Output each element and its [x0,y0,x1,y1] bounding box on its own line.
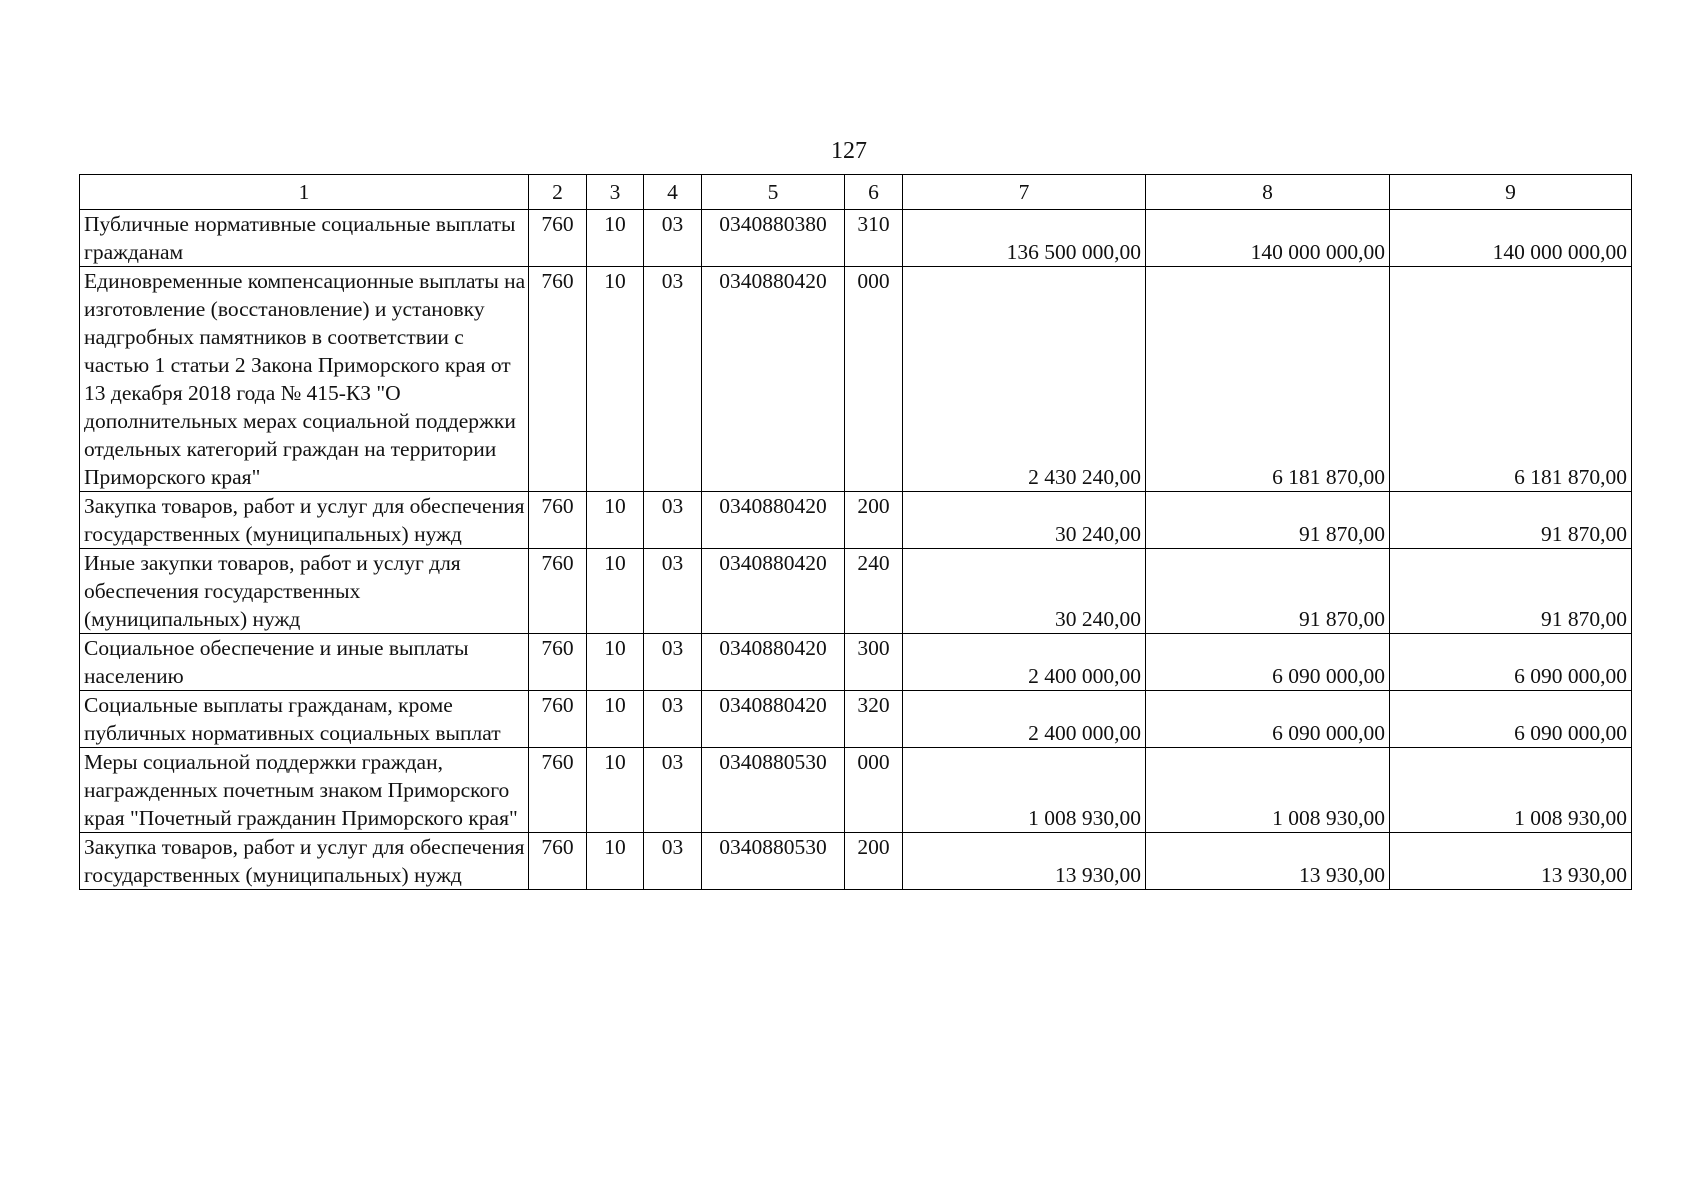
section-cell: 10 [587,549,644,634]
target-article-cell: 0340880530 [702,833,845,890]
expense-type-cell: 320 [845,691,903,748]
expense-type-cell: 000 [845,748,903,833]
section-cell: 10 [587,748,644,833]
amount-cell-col8: 140 000 000,00 [1146,210,1390,267]
amount-cell-col7: 2 430 240,00 [903,267,1146,492]
table-row [80,691,1632,748]
amount-cell-col9: 140 000 000,00 [1390,210,1632,267]
amount-cell-col9: 91 870,00 [1390,549,1632,634]
target-article-cell: 0340880420 [702,492,845,549]
budget-table [79,174,1632,890]
amount-cell-col9: 13 930,00 [1390,833,1632,890]
amount-cell-col9: 1 008 930,00 [1390,748,1632,833]
expense-type-cell: 300 [845,634,903,691]
section-cell: 10 [587,210,644,267]
section-cell: 10 [587,691,644,748]
row-name-cell: Социальные выплаты гражданам, кроме публичных нормативных социальных выплат [80,691,529,748]
amount-cell-col7: 13 930,00 [903,833,1146,890]
table-row [80,634,1632,691]
expense-type-cell: 000 [845,267,903,492]
column-header: 5 [702,175,845,210]
subsection-cell: 03 [644,267,702,492]
code-cell: 760 [529,492,587,549]
subsection-cell: 03 [644,833,702,890]
column-header: 1 [80,175,529,210]
row-name-cell: Социальное обеспечение и иные выплаты населению [80,634,529,691]
row-name-cell: Закупка товаров, работ и услуг для обеспечения государственных (муниципальных) нужд [80,492,529,549]
amount-cell-col8: 1 008 930,00 [1146,748,1390,833]
row-name-cell: Закупка товаров, работ и услуг для обеспечения государственных (муниципальных) нужд [80,833,529,890]
column-header: 9 [1390,175,1632,210]
amount-cell-col7: 136 500 000,00 [903,210,1146,267]
target-article-cell: 0340880530 [702,748,845,833]
amount-cell-col7: 30 240,00 [903,492,1146,549]
expense-type-cell: 200 [845,833,903,890]
table-row [80,267,1632,492]
column-header: 6 [845,175,903,210]
table-row [80,549,1632,634]
code-cell: 760 [529,634,587,691]
page-number: 127 [831,138,867,164]
amount-cell-col7: 1 008 930,00 [903,748,1146,833]
expense-type-cell: 200 [845,492,903,549]
amount-cell-col9: 6 090 000,00 [1390,691,1632,748]
subsection-cell: 03 [644,549,702,634]
column-header: 7 [903,175,1146,210]
table-row [80,833,1632,890]
section-cell: 10 [587,634,644,691]
table-row [80,210,1632,267]
amount-cell-col9: 91 870,00 [1390,492,1632,549]
amount-cell-col7: 30 240,00 [903,549,1146,634]
column-header: 8 [1146,175,1390,210]
amount-cell-col8: 6 090 000,00 [1146,634,1390,691]
code-cell: 760 [529,691,587,748]
target-article-cell: 0340880380 [702,210,845,267]
row-name-cell: Публичные нормативные социальные выплаты гражданам [80,210,529,267]
subsection-cell: 03 [644,691,702,748]
row-name-cell: Единовременные компенсационные выплаты на изготовление (восстановление) и установку надгробных памятников в соответствии с частью 1 статьи 2 Закона Приморского края от 13 декабря 2018 года № 415-КЗ "О дополнительных мерах социальной поддержки отдельных категорий граждан на территории Приморского края" [80,267,529,492]
code-cell: 760 [529,267,587,492]
code-cell: 760 [529,748,587,833]
target-article-cell: 0340880420 [702,549,845,634]
amount-cell-col7: 2 400 000,00 [903,691,1146,748]
table-row [80,492,1632,549]
amount-cell-col7: 2 400 000,00 [903,634,1146,691]
target-article-cell: 0340880420 [702,634,845,691]
amount-cell-col8: 13 930,00 [1146,833,1390,890]
expense-type-cell: 240 [845,549,903,634]
section-cell: 10 [587,833,644,890]
row-name-cell: Меры социальной поддержки граждан, награжденных почетным знаком Приморского края "Почетный гражданин Приморского края" [80,748,529,833]
amount-cell-col8: 6 090 000,00 [1146,691,1390,748]
subsection-cell: 03 [644,634,702,691]
header-row [80,175,1632,210]
section-cell: 10 [587,492,644,549]
subsection-cell: 03 [644,748,702,833]
target-article-cell: 0340880420 [702,691,845,748]
amount-cell-col8: 91 870,00 [1146,492,1390,549]
amount-cell-col8: 6 181 870,00 [1146,267,1390,492]
table-row [80,748,1632,833]
expense-type-cell: 310 [845,210,903,267]
code-cell: 760 [529,210,587,267]
amount-cell-col8: 91 870,00 [1146,549,1390,634]
code-cell: 760 [529,833,587,890]
code-cell: 760 [529,549,587,634]
subsection-cell: 03 [644,210,702,267]
subsection-cell: 03 [644,492,702,549]
target-article-cell: 0340880420 [702,267,845,492]
amount-cell-col9: 6 090 000,00 [1390,634,1632,691]
section-cell: 10 [587,267,644,492]
amount-cell-col9: 6 181 870,00 [1390,267,1632,492]
column-header: 2 [529,175,587,210]
column-header: 4 [644,175,702,210]
row-name-cell: Иные закупки товаров, работ и услуг для обеспечения государственных (муниципальных) нужд [80,549,529,634]
column-header: 3 [587,175,644,210]
